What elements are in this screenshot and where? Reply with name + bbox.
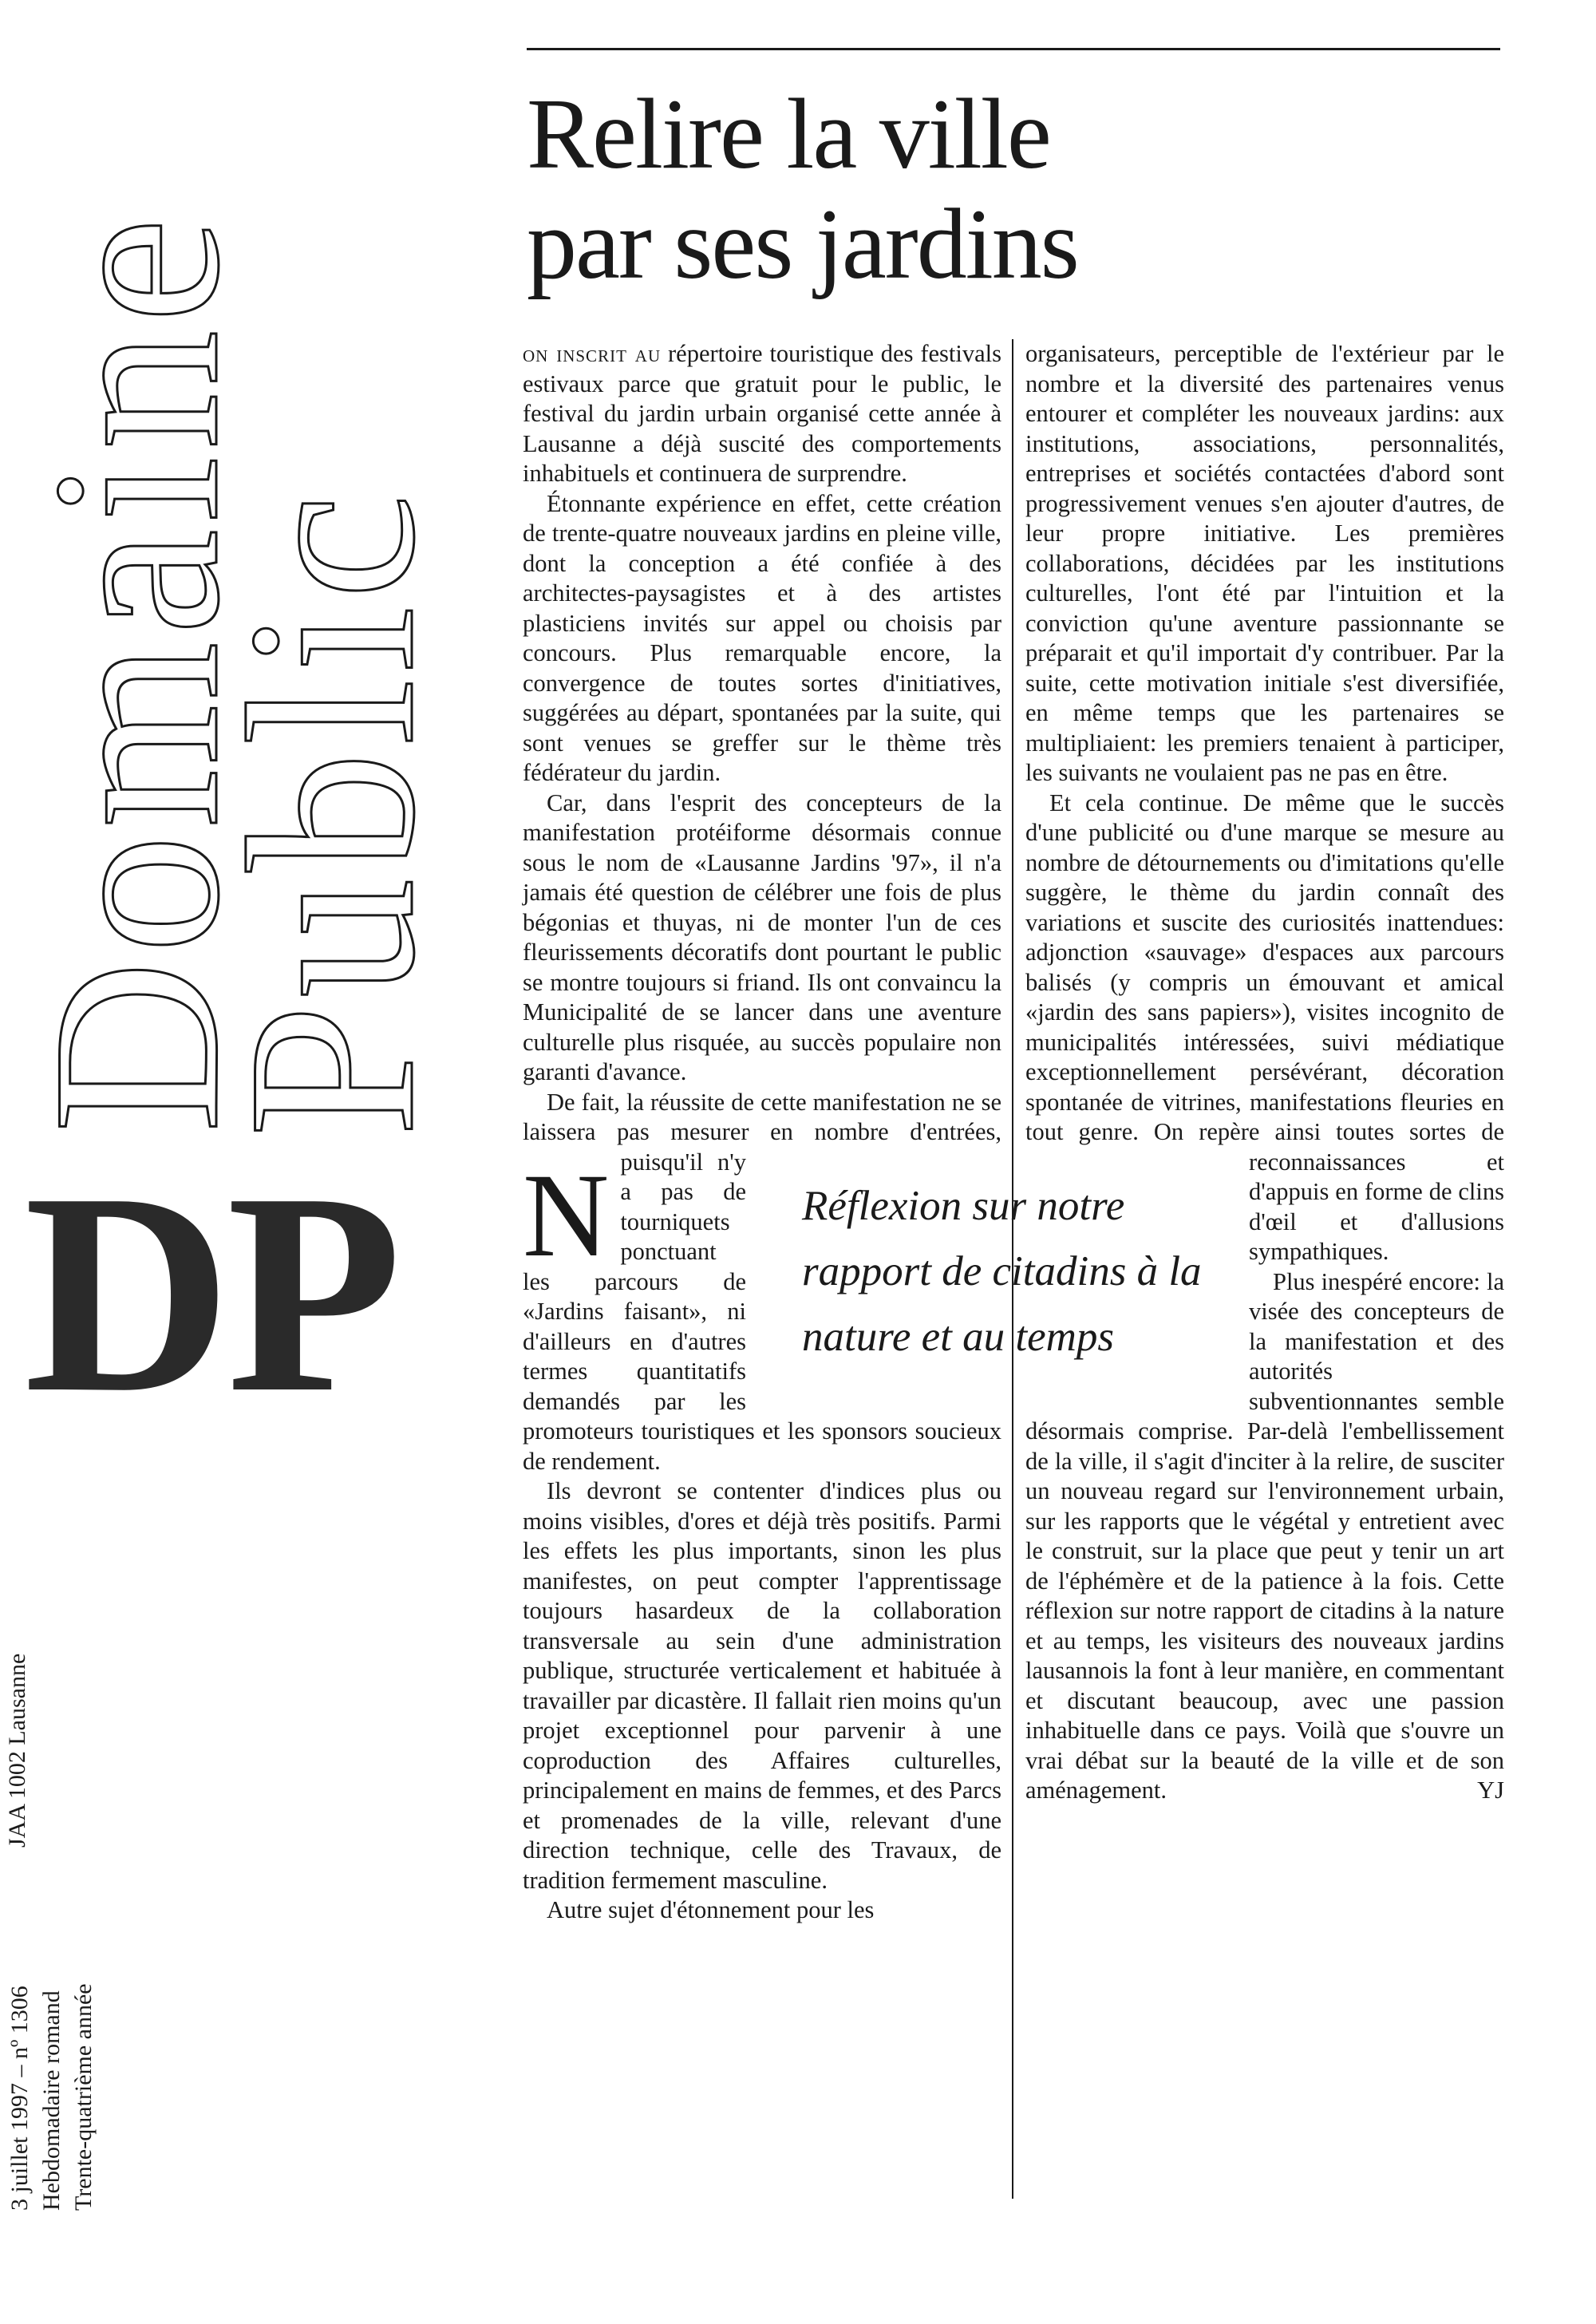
issue-year: Trente-quatrième année — [70, 1983, 97, 2211]
masthead-jaa: JAA 1002 Lausanne — [4, 1653, 30, 1848]
closing-text: Plus inespéré encore: la visée des concepteurs de la manifestation et des autorités subventionnantes semble désormais comprise. Par-delà l'embellissement de la ville, il s'agit d'inciter à la relire, de susciter un nouveau regard sur l'environnement urbain, sur les rapports que le végétal y entretient avec le construit, sur la place que peut y tenir un art de l'éphémère et de la patience à la fois. Cette réflexion sur notre rapport de citadins à la nature et au temps, les visiteurs des nouveaux jardins lausannois la font à leur manière, en commentant et discutant beaucoup, avec une passion inhabituelle dans ce pays. Voilà que s'ouvre un vrai débat sur la beauté de la ville et de son aménagement. — [1025, 1267, 1504, 1804]
lead-smallcaps: on inscrit au — [523, 340, 662, 367]
author-signature: YJ — [1477, 1777, 1504, 1804]
headline — [527, 80, 1500, 300]
issue-date: 3 juillet 1997 – nº 1306 — [6, 1986, 33, 2211]
lead-text: répertoire touristique des festivals estivaux parce que gratuit pour le public, le festival du jardin urbain organisé cette année à Lausanne a déjà suscité des comportements inhabituels et continuera de surprendre. — [523, 340, 1001, 487]
article-column-2 — [1025, 339, 1504, 1806]
paragraph: Ils devront se contenter d'indices plus ou moins visibles, d'ores et déjà très positifs. Parmi les effets les plus importants, sinon les plus manifestes, on peut compter l'apprentissage toujours hasardeux de la collaboration transversale au sein d'une administration publique, structurée verticalement et habituée à travailler par dicastère. Il fallait rien moins qu'un projet exceptionnel pour parvenir à une coproduction des Affaires culturelles, principalement en mains de femmes, et des Parcs et promenades de la ville, relevant d'une direction technique, celle des Travaux, de tradition fermement masculine. — [523, 1477, 1001, 1894]
masthead — [0, 0, 527, 2324]
article-column-1 — [523, 339, 1001, 1926]
paragraph: Autre sujet d'étonnement pour les — [547, 1896, 875, 1923]
masthead-title-domaine: Domaine — [3, 211, 268, 1133]
headline-line-1: Relire la ville — [527, 79, 1050, 190]
masthead-logo: DP — [24, 1133, 397, 1452]
top-rule — [527, 48, 1500, 50]
issue-frequency: Hebdomadaire romand — [38, 1990, 65, 2211]
paragraph: De fait, la réussite de cette manifestation ne se laissera pas mesurer en nombre d'entrées, puisqu'il n'y a pas de tourniquets ponctuant les parcours de «Jardins faisant», ni d'ailleurs en d'autres termes quantitatifs demandés par les promoteurs touristiques et les sponsors soucieux de rendement. — [523, 1088, 1001, 1475]
masthead-issue-info — [4, 1983, 100, 2211]
paragraph: Car, dans l'esprit des concepteurs de la manifestation protéiforme désormais connue sous le nom de «Lausanne Jardins '97», il n'a jamais été question de célébrer une fois de plus bégonias et thuyas, ni de monter l'un de ces fleurissements décoratifs dont pourtant le public se montre toujours si friand. Ils ont convaincu la Municipalité de se lancer dans une aventure culturelle plus risquée, au succès populaire non garanti d'avance. — [523, 788, 1001, 1085]
paragraph: Et cela continue. De même que le succès d'une publicité ou d'une marque se mesure au nombre de détournements ou d'imitations qu'elle suggère, le thème du jardin connaît des variations et suscite des curiosités inattendues: adjonction «sauvage» d'espaces aux parcours balisés (y compris un émouvant et amical «jardin des sans papiers»), visites incognito de municipalités intéressées, suivi médiatique exceptionnellement persévérant, décoration spontanée de vitrines, manifestations fleuries en tout genre. On repère ainsi toutes sortes de reconnaissances et d'appuis en forme de clins d'œil et d'allusions sympathiques. — [1025, 788, 1504, 1265]
masthead-title-public: Public — [199, 487, 464, 1137]
headline-line-2: par ses jardins — [527, 189, 1078, 300]
pullquote: Réflexion sur notre rapport de citadins à la nature et au temps — [802, 1183, 1202, 1360]
drop-cap: N — [523, 1149, 610, 1282]
paragraph: Étonnante expérience en effet, cette création de trente-quatre nouveaux jardins en pleine ville, dont la conception a été confiée à des architectes-paysagistes et à des artistes plasticiens invités sur appel ou choisis par concours. Plus remarquable encore, la convergence de toutes sortes d'initiatives, suggérées au départ, spontanées par la suite, qui sont venues se greffer sur le thème très fédérateur du jardin. — [523, 489, 1001, 786]
paragraph: organisateurs, perceptible de l'extérieur par le nombre et la diversité des partenaires venus entourer et compléter les nouveaux jardins: aux institutions, associations, personnalités, entreprises et sociétés contactées d'abord sont progressivement venues s'en ajouter d'autres, de leur propre initiative. Les premières collaborations, décidées par les institutions culturelles, l'ont été par l'intuition et la conviction qu'une aventure passionnante se préparait et qu'il importait d'y contribuer. Par la suite, cette motivation initiale s'est diversifiée, en même temps que les partenaires se multipliaient: les premiers tenaient à participer, les suivants ne voulaient pas ne pas en être. — [1025, 340, 1504, 786]
